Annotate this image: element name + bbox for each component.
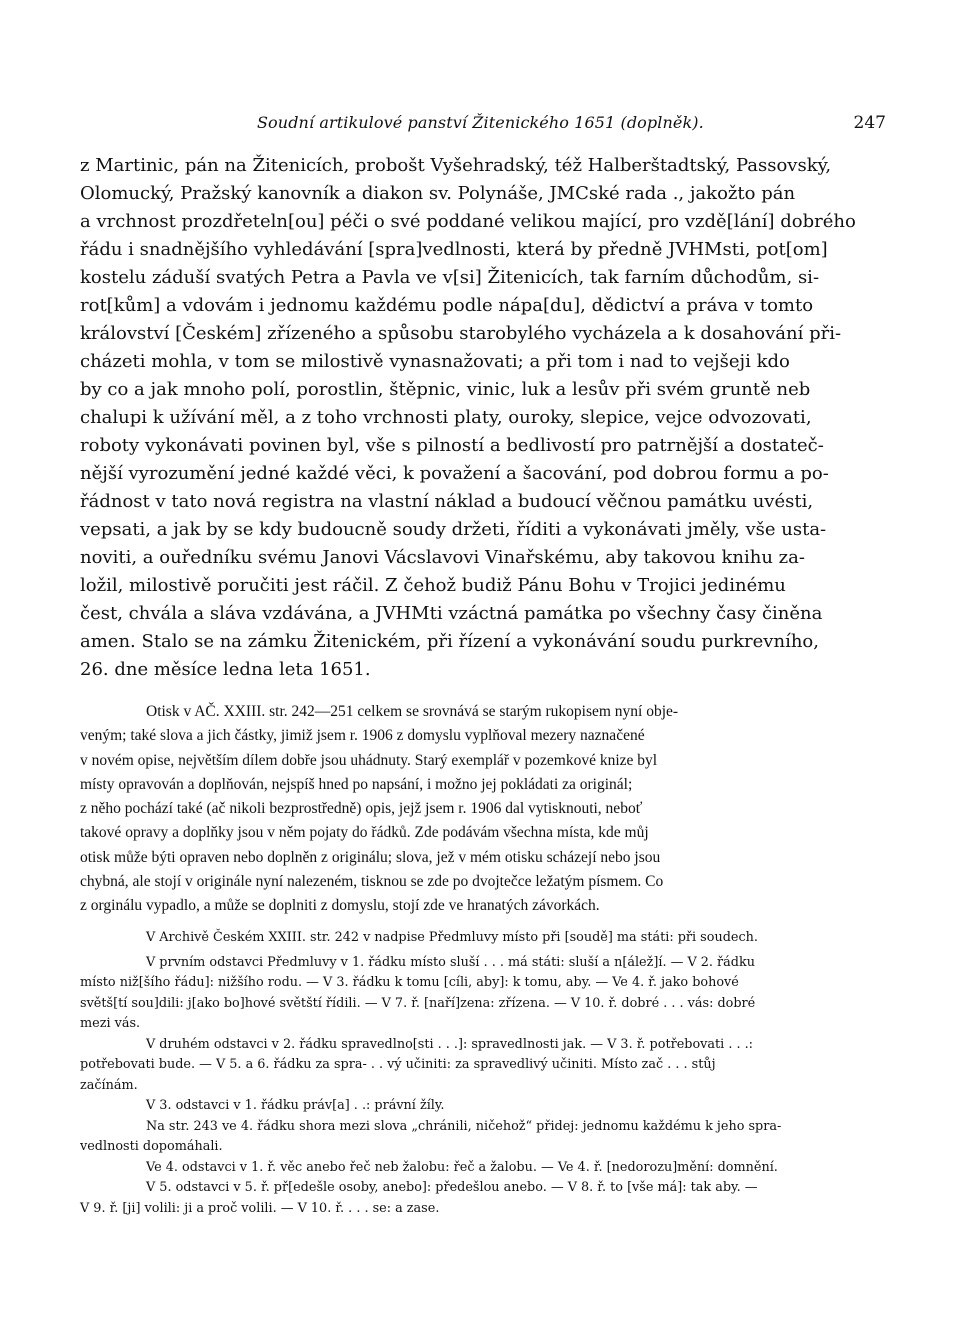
note-line: mezi vás. xyxy=(80,1016,141,1031)
text-line: by co a jak mnoho polí, porostlin, štěpnic, vinic, luk a lesův při svém gruntě neb xyxy=(80,379,811,400)
text-line: rot[kům] a vdovám i jednomu každému podle nápa[du], dědictví a práva v tomto xyxy=(80,295,814,316)
note-line: začínám. xyxy=(80,1077,138,1093)
note-line: potřebovati bude. — V 5. a 6. řádku za spra- . . vý učiniti: za spravedlivý učiniti. Místo zač . . . stůj xyxy=(80,1057,716,1072)
text-line: 26. dne měsíce ledna leta 1651. xyxy=(80,659,371,680)
text-line: nější vyrozumění jedné každé věci, k považení a šacování, pod dobrou formu a po- xyxy=(80,463,829,484)
text-line: chalupi k užívání měl, a z toho vrchnosti platy, ouroky, slepice, vejce odvozovati, xyxy=(80,407,812,428)
commentary-line: otisk může býti opraven nebo doplněn z originálu; slova, jež v mém otisku scházejí nebo jsou xyxy=(80,848,661,866)
text-line: řádnost v tato nová registra na vlastní náklad a budoucí věčnou památku uvésti, xyxy=(80,491,814,512)
note-line: světš[tí sou]dili: j[ako bo]hové světští řídili. — V 7. ř. [naří]zena: zřízena. — V 10. ř. dobré . . . vás: dobré xyxy=(80,995,756,1011)
correction-notes xyxy=(80,928,886,1219)
text-line: noviti, a ouředníku svému Janovi Vácslavovi Vinařskému, aby takovou knihu za- xyxy=(80,547,805,568)
text-line: čest, chvála a sláva vzdávána, a JVHMti vzáctná památka po všechny časy činěna xyxy=(80,603,823,624)
note-line: V druhém odstavci v 2. řádku spravedlno[sti . . .]: spravedlnosti jak. — V 3. ř. potřebovati . . .: xyxy=(146,1036,753,1052)
text-line: a vrchnost prozdřeteln[ou] péči o své poddané velikou mající, pro vzdě[lání] dobrého xyxy=(80,211,856,232)
running-title: Soudní artikulové panství Žitenického 1651 (doplněk). xyxy=(257,113,704,132)
page-number: 247 xyxy=(853,113,886,133)
note-line: V prvním odstavci Předmluvy v 1. řádku místo sluší . . . má státi: sluší a n[álež]í. — V 2. řádku xyxy=(146,954,755,970)
note-line: místo niž[šího řádu]: nižšího rodu. — V 3. řádku k tomu [cíli, aby]: k tomu, aby. — Ve 4. ř. jako bohové xyxy=(80,975,739,990)
commentary-line: Otisk v AČ. XXIII. str. 242—251 celkem se srovnává se starým rukopisem nyní obje- xyxy=(146,703,679,720)
commentary-line: takové opravy a doplňky jsou v něm pojaty do řádků. Zde podávám všechna místa, kde můj xyxy=(80,824,649,842)
text-line: řádu i snadnějšího vyhledávání [spra]vedlnosti, která by předně JVHMsti, pot[om] xyxy=(80,239,828,260)
text-line: kostelu záduší svatých Petra a Pavla ve v[si] Žitenicích, tak farním důchodům, si- xyxy=(80,267,820,288)
note-line: Na str. 243 ve 4. řádku shora mezi slova „chránili, ničehož“ přidej: jednomu každému k jeho spra- xyxy=(146,1118,782,1134)
text-line: amen. Stalo se na zámku Žitenickém, při řízení a vykonávání soudu purkrevního, xyxy=(80,631,819,652)
commentary-line: v novém opise, největším dílem dobře jsou uhádnuty. Starý exemplář v pozemkové knize byl xyxy=(80,751,658,769)
commentary-line: veným; také slova a jich částky, jimiž jsem r. 1906 z domyslu vyplňoval mezery naznačené xyxy=(80,727,645,745)
text-line: ložil, milostivě poručiti jest ráčil. Z čehož budiž Pánu Bohu v Trojici jedinému xyxy=(80,575,786,596)
note-line: V 5. odstavci v 5. ř. př[edešle osoby, anebo]: předešlou anebo. — V 8. ř. to [vše má]: tak aby. — xyxy=(146,1180,758,1195)
editorial-commentary xyxy=(80,700,886,919)
note-line: Ve 4. odstavci v 1. ř. věc anebo řeč neb žalobu: řeč a žalobu. — Ve 4. ř. [nedorozu]mění: domnění. xyxy=(146,1159,778,1175)
commentary-line: z orginálu vypadlo, a může se doplniti z domyslu, stojí zde ve hranatých závorkách. xyxy=(80,897,600,915)
page-header xyxy=(80,113,886,137)
main-text xyxy=(80,152,886,684)
text-line: Olomucký, Pražský kanovník a diakon sv. Polynáše, JMCské rada ., jakožto pán xyxy=(80,183,796,204)
text-line: roboty vykonávati povinen byl, vše s pilností a bedlivostí pro patrnější a dostateč- xyxy=(80,435,824,456)
note-line: V 9. ř. [ji] volili: ji a proč volili. — V 10. ř. . . . se: a zase. xyxy=(80,1200,440,1216)
commentary-line: místy opravován a doplňován, nejspíš hned po napsání, i možno jej pokládati za originál; xyxy=(80,775,633,793)
commentary-line: chybná, ale stojí v originále nyní nalezeném, tisknou se zde po dvojtečce ležatým písmem. Co xyxy=(80,873,664,891)
note-line: V Archivě Českém XXIII. str. 242 v nadpise Předmluvy místo při [soudě] ma státi: při soudech. xyxy=(146,930,758,945)
text-line: království [Českém] zřízeného a spůsobu starobylého vycházela a k dosahování při- xyxy=(80,323,842,344)
commentary-line: z něho pochází také (ač nikoli bezprostředně) opis, jejž jsem r. 1906 dal vytisknouti, neboť xyxy=(80,800,643,818)
note-line: V 3. odstavci v 1. řádku práv[a] . .: právní žíly. xyxy=(146,1098,445,1113)
text-line: z Martinic, pán na Žitenicích, probošt Vyšehradský, též Halberštadtský, Passovský, xyxy=(80,155,832,176)
text-line: cházeti mohla, v tom se milostivě vynasnažovati; a při tom i nad to vejšeji kdo xyxy=(80,351,790,372)
note-line: vedlnosti dopomáhali. xyxy=(80,1139,223,1154)
text-line: vepsati, a jak by se kdy budoucně soudy držeti, říditi a vykonávati jměly, vše usta- xyxy=(80,519,827,540)
